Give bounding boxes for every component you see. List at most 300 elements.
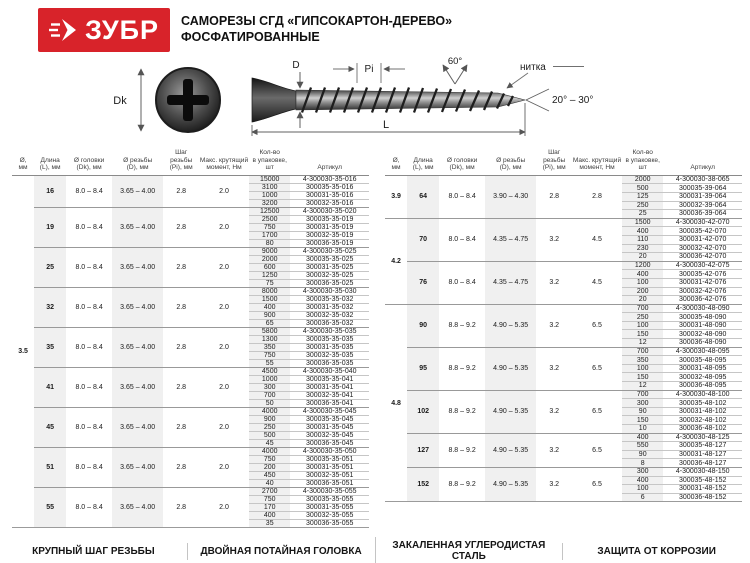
cell-torque: 6.5: [572, 390, 622, 433]
table-row: [12, 175, 369, 183]
cell-pack-qty: 900: [249, 311, 290, 319]
cell-sku: 300031-35-032: [290, 303, 369, 311]
cell-pack-qty: 12500: [249, 207, 290, 215]
cell-pack-qty: 55: [249, 359, 290, 367]
column-header: Макс. крутящий момент, Нм: [572, 148, 622, 175]
cell-pack-qty: 400: [622, 476, 663, 485]
cell-length: 35: [34, 327, 66, 367]
cell-sku: 300035-35-055: [290, 495, 369, 503]
cell-sku: 300032-35-035: [290, 351, 369, 359]
cell-pack-qty: 50: [249, 399, 290, 407]
cell-pack-qty: 90: [622, 450, 663, 459]
cell-sku: 300031-35-041: [290, 383, 369, 391]
cell-pack-qty: 500: [622, 184, 663, 193]
cell-sku: 4-300030-38-065: [663, 175, 742, 184]
cell-head-diameter: 8.8 – 9.2: [439, 347, 485, 390]
cell-head-diameter: 8.0 – 8.4: [439, 218, 485, 261]
cell-length: 95: [407, 347, 439, 390]
cell-pack-qty: 12: [622, 382, 663, 391]
cell-pack-qty: 2700: [249, 487, 290, 495]
cell-pack-qty: 700: [622, 347, 663, 356]
cell-pitch: 3.2: [536, 390, 572, 433]
cell-pack-qty: 8: [622, 459, 663, 468]
cell-sku: 300036-35-045: [290, 439, 369, 447]
cell-sku: 4-300030-35-050: [290, 447, 369, 455]
cell-sku: 300036-35-032: [290, 319, 369, 327]
cell-pack-qty: 100: [622, 485, 663, 494]
cell-sku: 4-300030-48-090: [663, 304, 742, 313]
cell-thread-diameter: 3.65 – 4.00: [112, 407, 163, 447]
cell-pack-qty: 400: [622, 270, 663, 279]
cell-head-diameter: 8.0 – 8.4: [66, 247, 112, 287]
cell-pack-qty: 40: [249, 479, 290, 487]
cell-sku: 300035-48-102: [663, 399, 742, 408]
cell-length: 70: [407, 218, 439, 261]
table-row: [385, 390, 742, 399]
feature-coarse-thread: КРУПНЫЙ ШАГ РЕЗЬБЫ: [32, 545, 155, 557]
spec-table-right-wrap: [385, 148, 742, 528]
cell-thread-diameter: 3.65 – 4.00: [112, 327, 163, 367]
cell-sku: 300031-35-051: [290, 463, 369, 471]
cell-pitch: 2.8: [163, 447, 199, 487]
cell-sku: 300032-35-051: [290, 471, 369, 479]
cell-sku: 300036-35-051: [290, 479, 369, 487]
cell-pack-qty: 6: [622, 493, 663, 502]
cell-head-diameter: 8.0 – 8.4: [66, 407, 112, 447]
cell-sku: 300036-35-019: [290, 239, 369, 247]
label-l: L: [382, 119, 390, 131]
cell-pack-qty: 400: [622, 433, 663, 442]
cell-sku: 300036-42-070: [663, 253, 742, 262]
cell-pack-qty: 400: [622, 227, 663, 236]
cell-pack-qty: 750: [249, 351, 290, 359]
feature-countersunk-head: ДВОЙНАЯ ПОТАЙНАЯ ГОЛОВКА: [187, 543, 375, 560]
cell-head-diameter: 8.8 – 9.2: [439, 304, 485, 347]
cell-sku: 300032-42-070: [663, 244, 742, 253]
cell-pack-qty: 900: [249, 415, 290, 423]
cell-pack-qty: 4500: [249, 367, 290, 375]
cell-pack-qty: 450: [249, 471, 290, 479]
column-header: Макс. крутящий момент, Нм: [199, 148, 249, 175]
column-header: Шаг резьбы (Pi), мм: [536, 148, 572, 175]
cell-sku: 4-300030-35-045: [290, 407, 369, 415]
cell-sku: 300031-35-055: [290, 503, 369, 511]
cell-pack-qty: 1000: [249, 375, 290, 383]
cell-thread-diameter: 3.65 – 4.00: [112, 207, 163, 247]
cell-sku: 300031-48-127: [663, 450, 742, 459]
cell-sku: 300036-48-095: [663, 382, 742, 391]
screw-technical-diagram: [0, 56, 750, 148]
cell-sku: 300036-35-035: [290, 359, 369, 367]
cell-pitch: 2.8: [163, 327, 199, 367]
cell-pack-qty: 15000: [249, 175, 290, 183]
cell-sku: 300031-39-064: [663, 192, 742, 201]
cell-sku: 300035-48-152: [663, 476, 742, 485]
column-header: Кол-во в упаковке, шт: [622, 148, 663, 175]
cell-thread-diameter: 4.90 – 5.35: [485, 433, 536, 467]
cell-pack-qty: 20: [622, 253, 663, 262]
cell-pack-qty: 230: [622, 244, 663, 253]
cell-sku: 4-300030-35-040: [290, 367, 369, 375]
label-d: D: [292, 60, 300, 71]
cell-sku: 300031-48-095: [663, 364, 742, 373]
cell-sku: 300031-35-025: [290, 263, 369, 271]
table-row: [385, 467, 742, 476]
cell-sku: 300031-35-035: [290, 343, 369, 351]
cell-thread-diameter: 4.90 – 5.35: [485, 304, 536, 347]
cell-torque: 6.5: [572, 347, 622, 390]
label-dk: Dk: [113, 95, 127, 107]
cell-pack-qty: 45: [249, 439, 290, 447]
features-footer: [0, 539, 750, 563]
cell-sku: 300032-35-045: [290, 431, 369, 439]
cell-length: 90: [407, 304, 439, 347]
cell-pack-qty: 250: [622, 201, 663, 210]
cell-sku: 300031-35-019: [290, 223, 369, 231]
cell-length: 19: [34, 207, 66, 247]
cell-sku: 300035-39-064: [663, 184, 742, 193]
cell-pack-qty: 750: [249, 455, 290, 463]
table-row: [12, 447, 369, 455]
cell-pack-qty: 65: [249, 319, 290, 327]
column-header: Ø головки (Dk), мм: [439, 148, 485, 175]
cell-pack-qty: 100: [622, 278, 663, 287]
cell-pack-qty: 2000: [249, 255, 290, 263]
column-header: Длина (L), мм: [34, 148, 66, 175]
cell-pitch: 2.8: [536, 175, 572, 218]
label-thread: нитка: [520, 62, 546, 73]
table-row: [385, 175, 742, 184]
cell-sku: 300031-48-152: [663, 485, 742, 494]
cell-pack-qty: 750: [249, 495, 290, 503]
table-header-row: [385, 148, 742, 175]
cell-sku: 300031-48-102: [663, 407, 742, 416]
cell-sku: 300031-35-016: [290, 191, 369, 199]
cell-length: 127: [407, 433, 439, 467]
cell-thread-diameter: 3.65 – 4.00: [112, 487, 163, 527]
cell-pack-qty: 750: [249, 223, 290, 231]
cell-sku: 300031-35-045: [290, 423, 369, 431]
cell-head-diameter: 8.0 – 8.4: [66, 367, 112, 407]
cell-pack-qty: 1700: [249, 231, 290, 239]
cell-torque: 2.0: [199, 367, 249, 407]
cell-pack-qty: 1500: [249, 295, 290, 303]
zubr-arrow-icon: [49, 15, 79, 45]
spec-tables: [12, 148, 742, 528]
cell-pitch: 2.8: [163, 247, 199, 287]
cell-head-diameter: 8.0 – 8.4: [66, 447, 112, 487]
page-title: [181, 13, 452, 45]
cell-head-diameter: 8.8 – 9.2: [439, 433, 485, 467]
cell-sku: 300035-35-045: [290, 415, 369, 423]
cell-sku: 300035-48-127: [663, 442, 742, 451]
table-row: [12, 407, 369, 415]
cell-pack-qty: 200: [249, 463, 290, 471]
cell-pitch: 2.8: [163, 175, 199, 207]
cell-thread-diameter: 4.90 – 5.35: [485, 390, 536, 433]
cell-diameter: 3.5: [12, 175, 34, 527]
column-header: Длина (L), мм: [407, 148, 439, 175]
cell-sku: 300032-48-090: [663, 330, 742, 339]
cell-sku: 300036-48-102: [663, 425, 742, 434]
column-header: Ø, мм: [12, 148, 34, 175]
cell-pitch: 3.2: [536, 467, 572, 501]
cell-pack-qty: 200: [622, 287, 663, 296]
cell-pack-qty: 250: [622, 313, 663, 322]
cell-sku: 4-300030-48-150: [663, 467, 742, 476]
table-row: [385, 347, 742, 356]
cell-torque: 2.0: [199, 287, 249, 327]
cell-sku: 300036-48-152: [663, 493, 742, 502]
cell-pack-qty: 3100: [249, 183, 290, 191]
thread-angle-annotation: [443, 65, 467, 84]
cell-diameter: 3.9: [385, 175, 407, 218]
cell-head-diameter: 8.0 – 8.4: [66, 327, 112, 367]
label-pi: Pi: [364, 64, 374, 75]
cell-sku: 300031-42-076: [663, 278, 742, 287]
cell-pack-qty: 700: [622, 390, 663, 399]
cell-sku: 300031-42-070: [663, 235, 742, 244]
cell-diameter: 4.2: [385, 218, 407, 304]
cell-pack-qty: 300: [249, 383, 290, 391]
cell-pitch: 2.8: [163, 367, 199, 407]
column-header: Кол-во в упаковке, шт: [249, 148, 290, 175]
column-header: Ø головки (Dk), мм: [66, 148, 112, 175]
column-header: Артикул: [290, 148, 369, 175]
cell-sku: 300035-35-025: [290, 255, 369, 263]
cell-pack-qty: 250: [249, 423, 290, 431]
feature-corrosion-protection: ЗАЩИТА ОТ КОРРОЗИИ: [562, 543, 750, 560]
cell-sku: 300036-39-064: [663, 210, 742, 219]
cell-pack-qty: 350: [622, 356, 663, 365]
cell-head-diameter: 8.8 – 9.2: [439, 390, 485, 433]
cell-pack-qty: 10: [622, 425, 663, 434]
cell-sku: 4-300030-35-020: [290, 207, 369, 215]
cell-pack-qty: 150: [622, 330, 663, 339]
cell-length: 16: [34, 175, 66, 207]
cell-sku: 300035-35-016: [290, 183, 369, 191]
spec-table-left-wrap: [12, 148, 369, 528]
table-header-row: [12, 148, 369, 175]
cell-thread-diameter: 3.65 – 4.00: [112, 367, 163, 407]
table-row: [12, 247, 369, 255]
cell-sku: 300036-48-090: [663, 339, 742, 348]
cell-pack-qty: 350: [249, 343, 290, 351]
cell-pack-qty: 20: [622, 296, 663, 305]
cell-pack-qty: 400: [249, 511, 290, 519]
cell-pack-qty: 1000: [249, 191, 290, 199]
cell-sku: 4-300030-35-055: [290, 487, 369, 495]
cell-pack-qty: 2000: [622, 175, 663, 184]
cell-thread-diameter: 4.90 – 5.35: [485, 467, 536, 501]
cell-sku: 300035-48-095: [663, 356, 742, 365]
cell-pack-qty: 500: [249, 431, 290, 439]
column-header: Ø, мм: [385, 148, 407, 175]
cell-sku: 300032-48-095: [663, 373, 742, 382]
page-title-line1: САМОРЕЗЫ СГД «ГИПСОКАРТОН-ДЕРЕВО»: [181, 14, 453, 28]
cell-length: 64: [407, 175, 439, 218]
column-header: Ø резьбы (D), мм: [112, 148, 163, 175]
cell-sku: 4-300030-35-016: [290, 175, 369, 183]
cell-sku: 300032-48-102: [663, 416, 742, 425]
cell-pack-qty: 700: [622, 304, 663, 313]
zubr-logo: [38, 8, 170, 52]
cell-torque: 2.0: [199, 247, 249, 287]
cell-thread-diameter: 4.35 – 4.75: [485, 218, 536, 261]
cell-sku: 4-300030-42-075: [663, 261, 742, 270]
cell-pack-qty: 35: [249, 519, 290, 527]
cell-length: 102: [407, 390, 439, 433]
cell-thread-diameter: 3.65 – 4.00: [112, 287, 163, 327]
cell-thread-diameter: 3.65 – 4.00: [112, 175, 163, 207]
cell-sku: 300035-35-041: [290, 375, 369, 383]
cell-sku: 300031-48-090: [663, 321, 742, 330]
column-header: Ø резьбы (D), мм: [485, 148, 536, 175]
cell-sku: 300035-48-090: [663, 313, 742, 322]
cell-sku: 300036-35-041: [290, 399, 369, 407]
screw-head-top-view: [156, 68, 220, 132]
cell-torque: 6.5: [572, 467, 622, 501]
cell-pitch: 2.8: [163, 487, 199, 527]
cell-pack-qty: 4000: [249, 407, 290, 415]
cell-pack-qty: 8000: [249, 287, 290, 295]
cell-sku: 300035-35-019: [290, 215, 369, 223]
column-header: Шаг резьбы (Pi), мм: [163, 148, 199, 175]
cell-sku: 4-300030-35-030: [290, 287, 369, 295]
cell-torque: 4.5: [572, 261, 622, 304]
cell-pack-qty: 5800: [249, 327, 290, 335]
cell-thread-diameter: 3.90 – 4.30: [485, 175, 536, 218]
cell-torque: 6.5: [572, 304, 622, 347]
cell-torque: 2.0: [199, 327, 249, 367]
cell-sku: 300035-35-032: [290, 295, 369, 303]
cell-sku: 300035-42-070: [663, 227, 742, 236]
cell-sku: 300036-42-076: [663, 296, 742, 305]
table-row: [385, 261, 742, 270]
cell-head-diameter: 8.8 – 9.2: [439, 467, 485, 501]
cell-pack-qty: 100: [622, 364, 663, 373]
cell-torque: 2.0: [199, 447, 249, 487]
cell-head-diameter: 8.0 – 8.4: [66, 287, 112, 327]
cell-length: 32: [34, 287, 66, 327]
cell-torque: 2.0: [199, 207, 249, 247]
table-row: [385, 304, 742, 313]
cell-head-diameter: 8.0 – 8.4: [439, 261, 485, 304]
cell-pack-qty: 12: [622, 339, 663, 348]
spec-table-right: [385, 148, 742, 502]
cell-length: 76: [407, 261, 439, 304]
cell-diameter: 4.8: [385, 304, 407, 502]
cell-pack-qty: 3200: [249, 199, 290, 207]
cell-thread-diameter: 3.65 – 4.00: [112, 447, 163, 487]
label-tip-angle: 20° – 30°: [552, 95, 594, 106]
cell-pack-qty: 90: [622, 407, 663, 416]
cell-pack-qty: 1250: [249, 271, 290, 279]
cell-thread-diameter: 4.35 – 4.75: [485, 261, 536, 304]
cell-pack-qty: 1300: [249, 335, 290, 343]
label-60deg: 60°: [447, 56, 463, 67]
cell-sku: 4-300030-35-035: [290, 327, 369, 335]
cell-thread-diameter: 4.90 – 5.35: [485, 347, 536, 390]
cell-pack-qty: 170: [249, 503, 290, 511]
cell-pitch: 2.8: [163, 407, 199, 447]
cell-sku: 300032-35-016: [290, 199, 369, 207]
cell-sku: 300036-35-025: [290, 279, 369, 287]
cell-length: 152: [407, 467, 439, 501]
cell-sku: 300032-35-041: [290, 391, 369, 399]
cell-pack-qty: 2500: [249, 215, 290, 223]
cell-sku: 300032-35-025: [290, 271, 369, 279]
cell-pack-qty: 700: [249, 391, 290, 399]
cell-thread-diameter: 3.65 – 4.00: [112, 247, 163, 287]
cell-pitch: 2.8: [163, 207, 199, 247]
table-row: [12, 327, 369, 335]
cell-length: 25: [34, 247, 66, 287]
cell-pack-qty: 1200: [622, 261, 663, 270]
cell-sku: 300035-35-035: [290, 335, 369, 343]
cell-pack-qty: 4000: [249, 447, 290, 455]
cell-pack-qty: 300: [622, 399, 663, 408]
cell-pack-qty: 125: [622, 192, 663, 201]
cell-sku: 300035-35-051: [290, 455, 369, 463]
cell-length: 55: [34, 487, 66, 527]
cell-length: 41: [34, 367, 66, 407]
cell-pack-qty: 600: [249, 263, 290, 271]
cell-sku: 4-300030-35-025: [290, 247, 369, 255]
screw-side-view: [252, 78, 525, 122]
cell-pack-qty: 400: [249, 303, 290, 311]
spec-table-left: [12, 148, 369, 528]
cell-torque: 6.5: [572, 433, 622, 467]
cell-sku: 4-300030-48-095: [663, 347, 742, 356]
cell-sku: 300036-35-055: [290, 519, 369, 527]
cell-length: 51: [34, 447, 66, 487]
cell-pitch: 3.2: [536, 261, 572, 304]
cell-sku: 4-300030-42-070: [663, 218, 742, 227]
cell-pack-qty: 1500: [622, 218, 663, 227]
cell-pitch: 3.2: [536, 304, 572, 347]
table-row: [385, 433, 742, 442]
cell-head-diameter: 8.0 – 8.4: [439, 175, 485, 218]
cell-torque: 2.0: [199, 407, 249, 447]
table-row: [12, 487, 369, 495]
cell-pitch: 2.8: [163, 287, 199, 327]
cell-pitch: 3.2: [536, 433, 572, 467]
cell-sku: 300035-42-076: [663, 270, 742, 279]
tip-angle-annotation: [526, 89, 549, 111]
cell-torque: 2.8: [572, 175, 622, 218]
cell-sku: 300032-35-055: [290, 511, 369, 519]
cell-pack-qty: 150: [622, 416, 663, 425]
cell-pack-qty: 9000: [249, 247, 290, 255]
cell-torque: 4.5: [572, 218, 622, 261]
cell-pack-qty: 110: [622, 235, 663, 244]
page-title-line2: ФОСФАТИРОВАННЫЕ: [181, 30, 320, 44]
cell-sku: 300036-48-127: [663, 459, 742, 468]
table-row: [12, 207, 369, 215]
cell-pack-qty: 80: [249, 239, 290, 247]
cell-head-diameter: 8.0 – 8.4: [66, 487, 112, 527]
table-row: [12, 287, 369, 295]
cell-sku: 300032-39-064: [663, 201, 742, 210]
cell-head-diameter: 8.0 – 8.4: [66, 207, 112, 247]
cell-pitch: 3.2: [536, 347, 572, 390]
cell-pack-qty: 75: [249, 279, 290, 287]
cell-torque: 2.0: [199, 487, 249, 527]
cell-pack-qty: 25: [622, 210, 663, 219]
cell-length: 45: [34, 407, 66, 447]
column-header: Артикул: [663, 148, 742, 175]
